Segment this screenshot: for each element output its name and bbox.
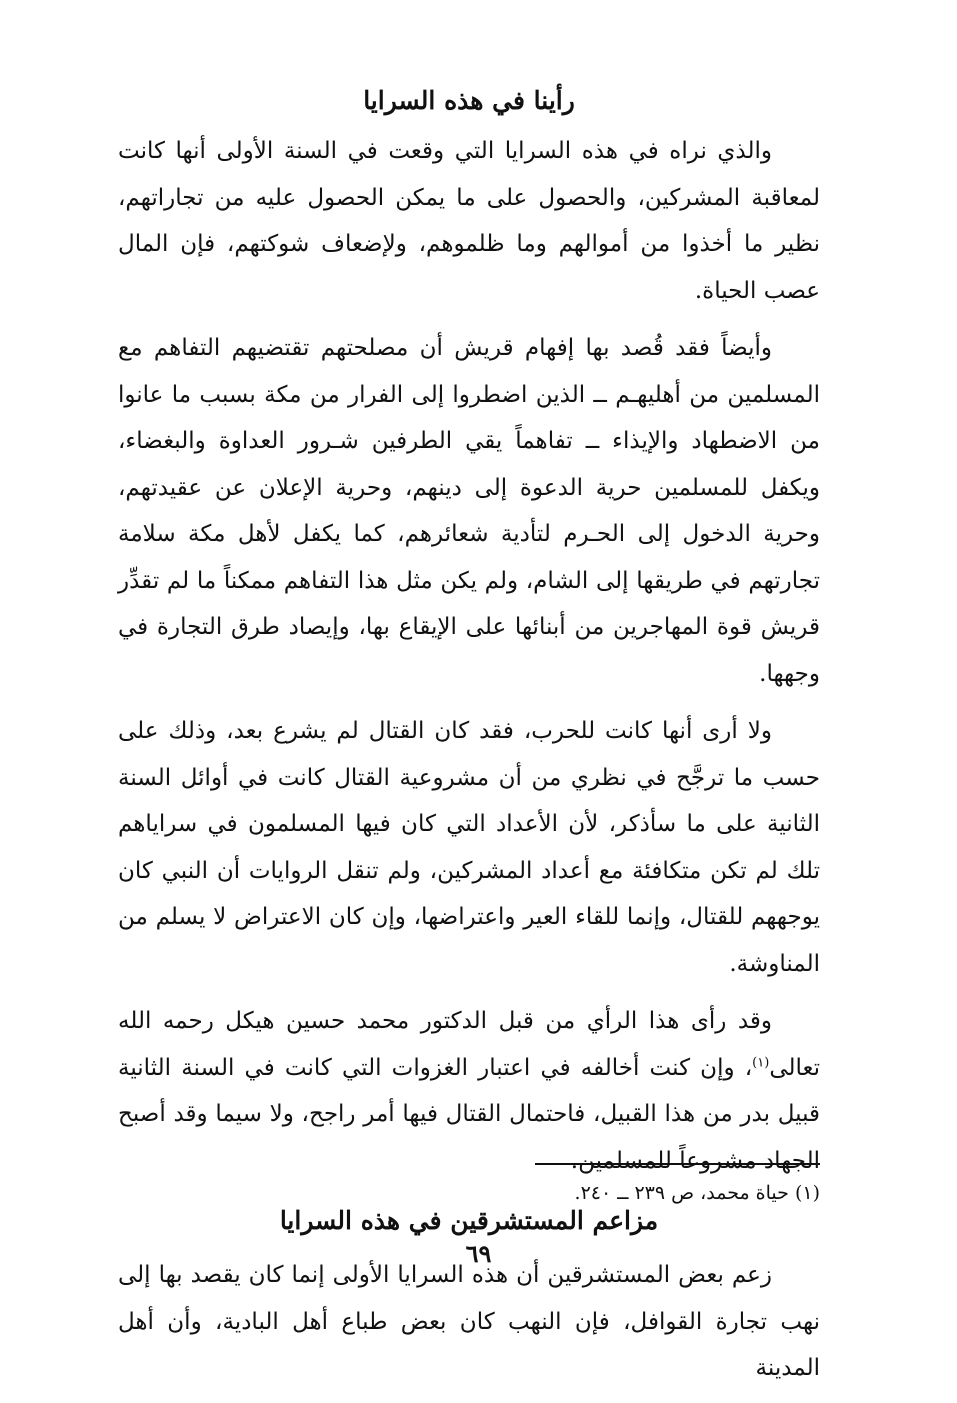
section-heading-our-view: رأينا في هذه السرايا bbox=[363, 86, 575, 115]
paragraph-2: وأيضاً فقد قُصد بها إفهام قريش أن مصلحتهم تقتضيهم التفاهم مع المسلمين من أهليهـم ــ الذين اضطروا إلى الفرار من مكة بسبب ما عانوا من الاضطهاد والإيذاء ــ تفاهماً يقي الطرفين شـرور العداوة والبغضاء، ويكفل للمسلمين حرية الدعوة إلى دينهم، وحرية الإعلان عن عقيدتهم، وحرية الدخول إلى الحـرم لتأدية شعائرهم، كما يكفل لأهل مكة سلامة تجارتهم في طريقها إلى الشام، ولم يكن مثل هذا التفاهم ممكناً ما لم تقدِّر قريش قوة المهاجرين من أبنائها على الإيقاع بها، وإيصاد طرق التجارة في وجهها. bbox=[118, 335, 820, 687]
footnote: (١) حياة محمد، ص ٢٣٩ ــ ٢٤٠. bbox=[574, 1182, 820, 1204]
page-number: ٦٩ bbox=[465, 1239, 492, 1268]
footnote-reference-mark: (١) bbox=[752, 1054, 770, 1070]
paragraph-4-text-start: وقد رأى هذا الرأي من قبل الدكتور محمد حسين هيكل رحمه الله تعالى bbox=[118, 1008, 820, 1081]
footnote-divider bbox=[535, 1163, 820, 1165]
paragraph-3: ولا أرى أنها كانت للحرب، فقد كان القتال لم يشرع بعد، وذلك على حسب ما ترجَّح في نظري من أن مشروعية القتال كانت في أوائل السنة الثانية على ما سأذكر، لأن الأعداد التي كان فيها المسلمون في سراياهم تلك لم تكن متكافئة مع أعداد المشركين، ولم تنقل الروايات أن النبي كان يوجههم للقتال، وإنما للقاء العير واعتراضها، وإن كان الاعتراض لا يسلم من المناوشة. bbox=[118, 718, 820, 977]
paragraph-4 bbox=[118, 998, 820, 1184]
section-heading-orientalists-claims: مزاعم المستشرقين في هذه السرايا bbox=[279, 1206, 659, 1235]
paragraph-5: زعم بعض المستشرقين أن هذه السرايا الأولى إنما كان يقصد بها إلى نهب تجارة القوافل، فإن النهب كان بعض طباع أهل البادية، وأن أهل المدينة bbox=[118, 1262, 820, 1381]
paragraph-1: والذي نراه في هذه السرايا التي وقعت في السنة الأولى أنها كانت لمعاقبة المشركين، والحصول على ما يمكن الحصول عليه من تجاراتهم، نظير ما أخذوا من أموالهم وما ظلموهم، ولإضعاف شوكتهم، فإن المال عصب الحياة. bbox=[118, 138, 820, 304]
paragraph-4-text-end: ، وإن كنت أخالفه في اعتبار الغزوات التي كانت في السنة الثانية قبيل بدر من هذا القبيل، فاحتمال القتال فيها أمر راجح، ولا سيما وقد أصبح الجهاد مشروعاً للمسلمين. bbox=[118, 1054, 820, 1174]
